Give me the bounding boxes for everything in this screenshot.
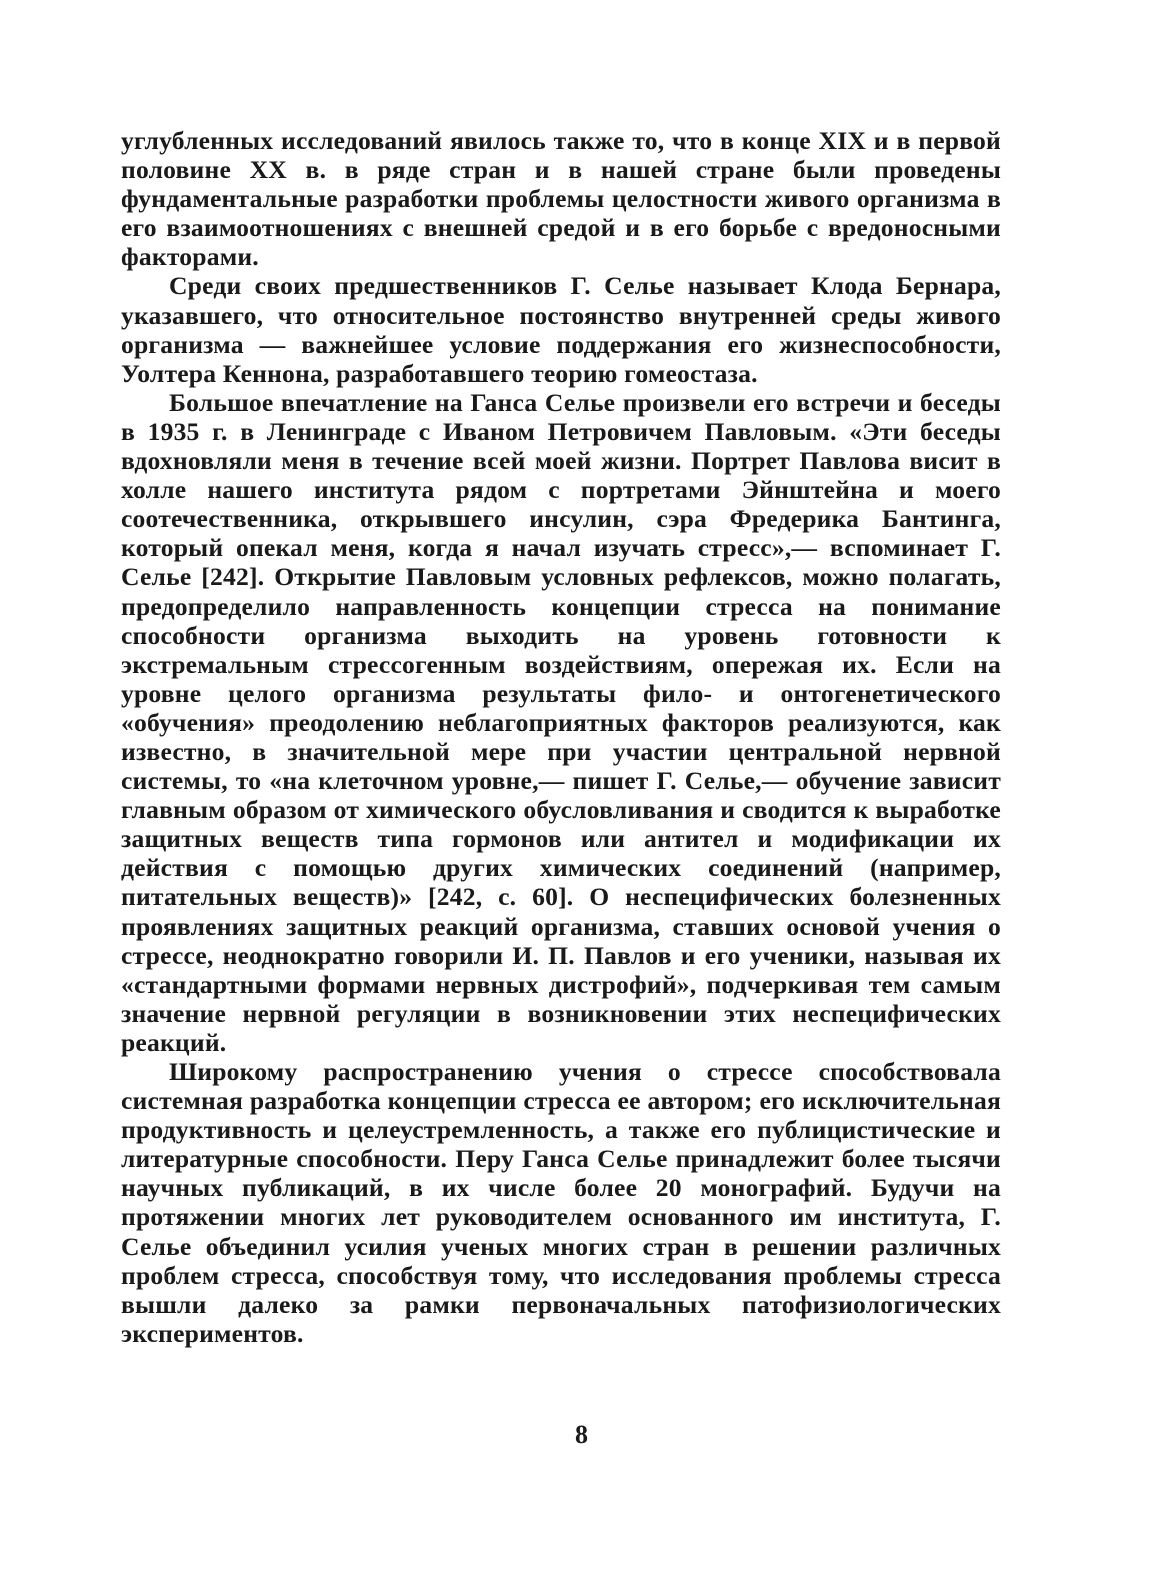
page-number: 8: [575, 1420, 588, 1449]
paragraph-dissemination: Широкому распространению учения о стрессе способствовала системная разработка концепции стресса ее автором; его исключительная продуктивность и целеустремленность, а также его публицистические и литературные способности. Перу Ганса Селье принадлежит более тысячи научных публикаций, в их числе более 20 монографий. Будучи на протяжении многих лет руководителем основанного им института, Г. Селье объединил усилия ученых многих стран в решении различных проблем стресса, способствуя тому, что исследования проблемы стресса вышли далеко за рамки первоначальных патофизиологических экспериментов.: [121, 1057, 1001, 1348]
body-text: [121, 126, 1001, 1348]
paragraph-pavlov-meeting: Большое впечатление на Ганса Селье произвели его встречи и беседы в 1935 г. в Ленинграде с Иваном Петровичем Павловым. «Эти беседы вдохновляли меня в течение всей моей жизни. Портрет Павлова висит в холле нашего института рядом с портретами Эйнштейна и моего соотечественника, открывшего инсулин, сэра Фредерика Бантинга, который опекал меня, когда я начал изучать стресс»,— вспоминает Г. Селье [242]. Открытие Павловым условных рефлексов, можно полагать, предопределило направленность концепции стресса на понимание способности организма выходить на уровень готовности к экстремальным стрессогенным воздействиям, опережая их. Если на уровне целого организма результаты фило- и онтогенетического «обучения» преодолению неблагоприятных факторов реализуются, как известно, в значительной мере при участии центральной нервной системы, то «на клеточном уровне,— пишет Г. Селье,— обучение зависит главным образом от химического обусловливания и сводится к выработке защитных веществ типа гормонов или антител и модификации их действия с помощью других химических соединений (например, питательных веществ)» [242, с. 60]. О неспецифических болезненных проявлениях защитных реакций организма, ставших основой учения о стрессе, неоднократно говорили И. П. Павлов и его ученики, называя их «стандартными формами нервных дистрофий», подчеркивая тем самым значение нервной регуляции в возникновении этих неспецифических реакций.: [121, 387, 1001, 1057]
paragraph-predecessors: Среди своих предшественников Г. Селье называет Клода Бернара, указавшего, что относительное постоянство внутренней среды живого организма — важнейшее условие поддержания его жизнеспособности, Уолтера Кеннона, разработавшего теорию гомеостаза.: [121, 271, 1001, 388]
paragraph-continuation: углубленных исследований явилось также то, что в конце XIX и в первой половине XX в. в ряде стран и в нашей стране были проведены фундаментальные разработки проблемы целостности живого организма в его взаимоотношениях с внешней средой и в его борьбе с вредоносными факторами.: [121, 126, 1001, 272]
